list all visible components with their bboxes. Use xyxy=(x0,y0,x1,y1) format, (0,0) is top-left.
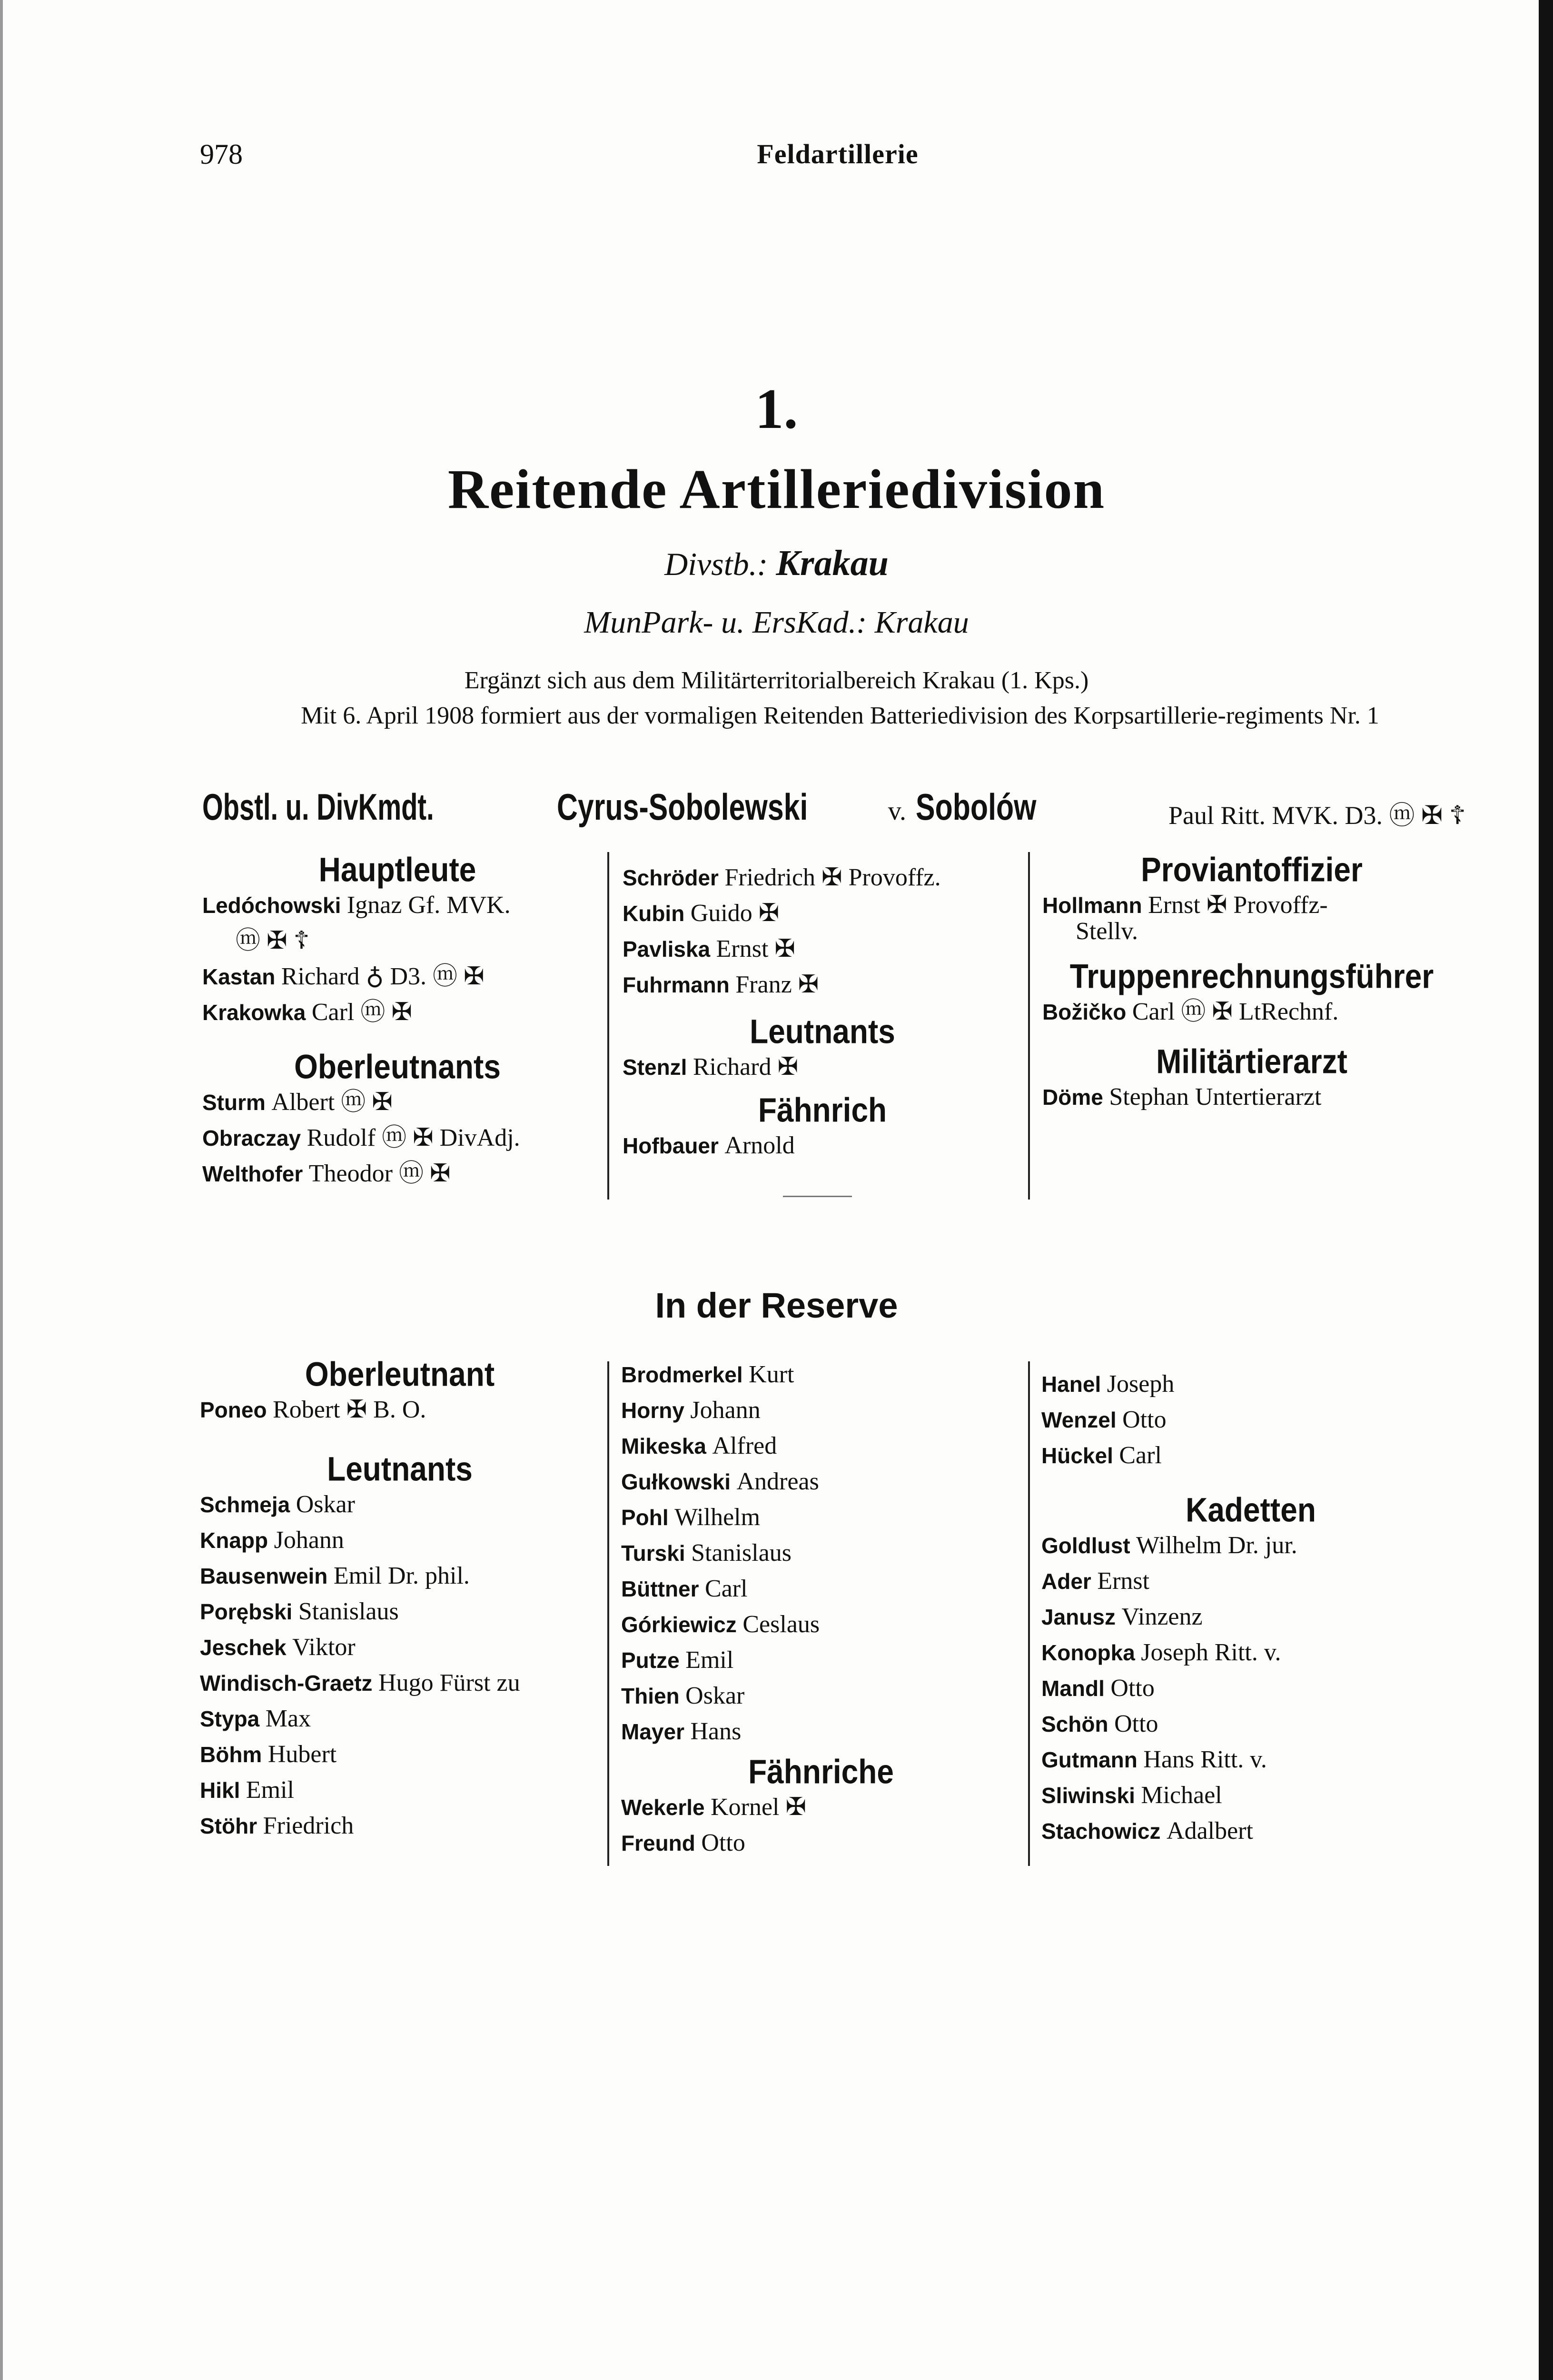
running-header xyxy=(200,138,1475,176)
heading-proviantoffizier: Proviantoffizier xyxy=(1141,850,1363,889)
column-divider xyxy=(607,1361,609,1866)
heading-truppenrechnungsfuehrer: Truppenrechnungsführer xyxy=(1069,957,1434,996)
list-item: Windisch-Graetz Hugo Fürst zu xyxy=(200,1669,520,1696)
formation-note: Mit 6. April 1908 formiert aus der vormaligen Reitenden Batteriedivision des Korpsartillerie-regiments Nr. 1 xyxy=(301,702,1379,729)
list-item: Schröder Friedrich ✠ Provoffz. xyxy=(623,864,941,891)
list-item: Mandl Otto xyxy=(1041,1675,1155,1702)
column-divider xyxy=(1028,1361,1030,1866)
list-item: Pohl Wilhelm xyxy=(621,1504,761,1531)
commander-line xyxy=(202,785,1478,838)
commander-rank: Obstl. u. DivKmdt. xyxy=(202,786,434,828)
list-item: Goldlust Wilhelm Dr. jur. xyxy=(1041,1532,1297,1559)
list-item: Brodmerkel Kurt xyxy=(621,1361,794,1388)
list-item: Hanel Joseph xyxy=(1041,1370,1175,1398)
list-item: Obraczay Rudolf ⓜ ✠ DivAdj. xyxy=(202,1124,520,1151)
active-column-1 xyxy=(202,852,593,1191)
list-item: Bausenwein Emil Dr. phil. xyxy=(200,1562,470,1589)
reserve-heading: In der Reserve xyxy=(655,1286,898,1325)
list-item: Jeschek Viktor xyxy=(200,1634,356,1661)
list-item: Wenzel Otto xyxy=(1041,1406,1167,1433)
park-location xyxy=(0,605,1553,641)
list-item: Porębski Stanislaus xyxy=(200,1598,399,1625)
list-item: Hikl Emil xyxy=(200,1776,294,1804)
page-edge-left xyxy=(0,0,3,2380)
list-item: Pavliska Ernst ✠ xyxy=(623,935,796,962)
list-item: Hollmann Ernst ✠ Provoffz- xyxy=(1042,892,1328,919)
list-item: Janusz Vinzenz xyxy=(1041,1603,1203,1630)
list-item: Stypa Max xyxy=(200,1705,311,1732)
list-item: Welthofer Theodor ⓜ ✠ xyxy=(202,1160,451,1187)
list-item: Thien Oskar xyxy=(621,1682,745,1709)
list-item: Fuhrmann Franz ✠ xyxy=(623,971,819,998)
list-item: Döme Stephan Untertierarzt xyxy=(1042,1083,1322,1111)
list-item: Turski Stanislaus xyxy=(621,1539,792,1567)
list-item: Horny Johann xyxy=(621,1397,761,1424)
list-item: Poneo Robert ✠ B. O. xyxy=(200,1396,426,1423)
page-number: 978 xyxy=(200,139,243,170)
heading-kadetten: Kadetten xyxy=(1186,1490,1316,1529)
page-edge-right xyxy=(1539,0,1553,2380)
park-label: MunPark- u. ErsKad.: xyxy=(584,605,867,640)
list-item: Sturm Albert ⓜ ✠ xyxy=(202,1089,393,1116)
division-title: Reitende Artilleriedivision xyxy=(447,458,1106,520)
heading-leutnants: Leutnants xyxy=(750,1012,895,1051)
heading-faehnrich: Fähnrich xyxy=(758,1091,887,1130)
staff-location xyxy=(0,543,1553,584)
active-column-3 xyxy=(1042,852,1461,1115)
list-item: Freund Otto xyxy=(621,1829,745,1856)
heading-oberleutnants: Oberleutnants xyxy=(294,1047,501,1086)
list-item: Sliwinski Michael xyxy=(1041,1782,1222,1809)
heading-oberleutnant: Oberleutnant xyxy=(305,1355,495,1394)
list-item: Putze Emil xyxy=(621,1646,734,1674)
heading-faehnriche: Fähnriche xyxy=(748,1752,894,1791)
list-item: Mayer Hans xyxy=(621,1718,742,1745)
reserve-column-3 xyxy=(1041,1366,1460,1849)
list-item: Ledóchowski Ignaz Gf. MVK. xyxy=(202,892,511,919)
column-divider xyxy=(1028,852,1030,1200)
park-location-value: Krakau xyxy=(874,605,969,640)
active-column-2 xyxy=(623,860,1022,1163)
list-item: Schön Otto xyxy=(1041,1710,1158,1737)
supplement-note: Ergänzt sich aus dem Militärterritorialbereich Krakau (1. Kps.) xyxy=(464,667,1089,694)
commander-estate: Sobolów xyxy=(915,786,1037,828)
list-item-continuation: ⓜ ✠ ☦ xyxy=(236,927,310,954)
heading-leutnants: Leutnants xyxy=(327,1449,473,1488)
column-divider xyxy=(607,852,609,1200)
list-item: Kastan Richard ♁ D3. ⓜ ✠ xyxy=(202,963,485,990)
running-title: Feldartillerie xyxy=(757,139,919,169)
heading-hauptleute: Hauptleute xyxy=(318,850,476,889)
heading-militaertierarzt: Militärtierarzt xyxy=(1156,1042,1347,1081)
list-item: Wekerle Kornel ✠ xyxy=(621,1794,807,1821)
list-item: Konopka Joseph Ritt. v. xyxy=(1041,1639,1281,1666)
list-item: Božičko Carl ⓜ ✠ LtRechnf. xyxy=(1042,998,1339,1025)
list-item: Hückel Carl xyxy=(1041,1442,1162,1469)
list-item: Mikeska Alfred xyxy=(621,1432,777,1459)
reserve-column-2 xyxy=(621,1357,1021,1861)
list-item: Ader Ernst xyxy=(1041,1567,1150,1595)
list-item: Kubin Guido ✠ xyxy=(623,900,780,927)
section-end-rule xyxy=(783,1196,852,1197)
list-item: Büttner Carl xyxy=(621,1575,748,1602)
list-item: Schmeja Oskar xyxy=(200,1491,355,1518)
commander-details: Paul Ritt. MVK. D3. ⓜ ✠ ☦ xyxy=(1168,801,1466,830)
commander-particle: v. xyxy=(888,796,907,826)
staff-location-value: Krakau xyxy=(776,543,889,583)
staff-label: Divstb.: xyxy=(664,546,768,582)
list-item: Stenzl Richard ✠ xyxy=(623,1053,799,1081)
reserve-column-1 xyxy=(200,1357,600,1844)
list-item: Stachowicz Adalbert xyxy=(1041,1817,1253,1844)
list-item: Gułkowski Andreas xyxy=(621,1468,819,1495)
list-item: Knapp Johann xyxy=(200,1527,344,1554)
list-item: Krakowka Carl ⓜ ✠ xyxy=(202,999,412,1026)
list-item: Górkiewicz Ceslaus xyxy=(621,1611,820,1638)
list-item: Stöhr Friedrich xyxy=(200,1812,354,1839)
division-number: 1. xyxy=(755,377,798,440)
list-item: Gutmann Hans Ritt. v. xyxy=(1041,1746,1267,1773)
commander-surname: Cyrus-Sobolewski xyxy=(557,786,808,828)
commander-name xyxy=(557,785,1070,829)
list-item-continuation: Stellv. xyxy=(1076,918,1138,945)
list-item: Hofbauer Arnold xyxy=(623,1132,795,1159)
list-item: Böhm Hubert xyxy=(200,1741,337,1768)
